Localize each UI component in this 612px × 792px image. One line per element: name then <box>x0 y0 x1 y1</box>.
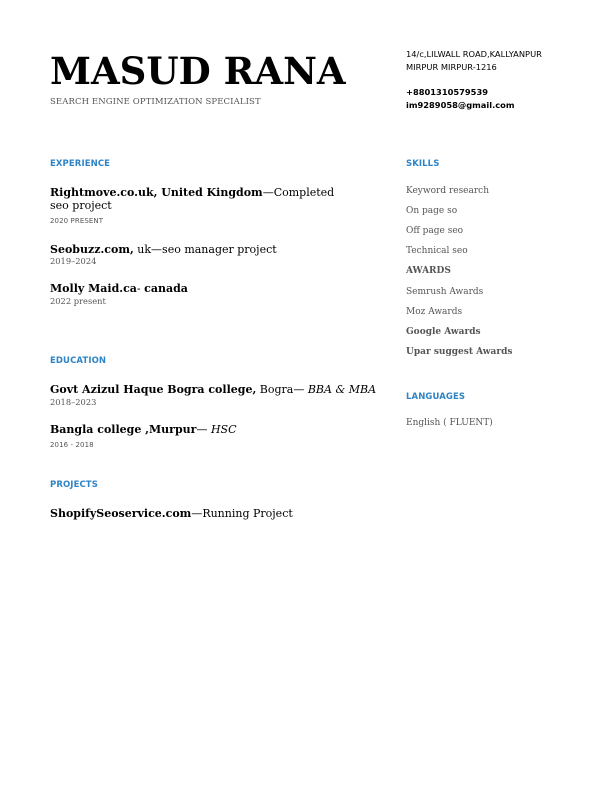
project-entry <box>50 507 350 520</box>
experience-entry <box>50 282 350 295</box>
experience-heading: EXPERIENCE <box>50 159 111 169</box>
experience-entry <box>50 243 350 256</box>
education-place: Bogra— <box>256 383 308 396</box>
education-entry <box>50 423 350 436</box>
project-desc: Running Project <box>202 507 293 520</box>
experience-date: 2019–2024 <box>50 256 97 266</box>
resume-subtitle: SEARCH ENGINE OPTIMIZATION SPECIALIST <box>50 97 261 107</box>
award-item: Upar suggest Awards <box>406 347 513 357</box>
separator: — <box>191 507 203 520</box>
separator: uk— <box>133 243 163 256</box>
resume-name: MASUD RANA <box>50 49 346 93</box>
education-degree: BBA & MBA <box>307 383 377 396</box>
education-org: Bangla college ,Murpur <box>50 423 197 436</box>
education-entry <box>50 383 377 396</box>
contact-email: im9289058@gmail.com <box>406 100 515 110</box>
experience-entry <box>50 186 350 212</box>
skill-item: On page so <box>406 206 458 216</box>
experience-org: Molly Maid.ca <box>50 282 137 295</box>
project-org: ShopifySeoservice.com <box>50 507 192 520</box>
experience-org: Seobuzz.com, <box>50 243 134 256</box>
contact-phone: +8801310579539 <box>406 87 489 97</box>
experience-role: seo manager project <box>162 243 277 256</box>
skill-item: Off page seo <box>406 226 464 236</box>
award-item: Google Awards <box>406 327 481 337</box>
separator: — <box>262 186 274 199</box>
education-date: 2016 - 2018 <box>50 441 94 449</box>
education-date: 2018–2023 <box>50 397 97 407</box>
contact-address: 14/c,LILWALL ROAD,KALLYANPUR MIRPUR MIRPUR-1216 <box>406 49 542 72</box>
education-org: Govt Azizul Haque Bogra college, <box>50 383 257 396</box>
experience-role: canada <box>144 282 188 295</box>
education-place: — <box>196 423 211 436</box>
award-item: Semrush Awards <box>406 287 484 297</box>
award-item: Moz Awards <box>406 307 463 317</box>
language-item: English ( FLUENT) <box>406 418 493 428</box>
experience-date: 2020 PRESENT <box>50 217 104 225</box>
experience-org: Rightmove.co.uk, United Kingdom <box>50 186 263 199</box>
skill-item: Technical seo <box>406 246 468 256</box>
education-degree: HSC <box>210 423 237 436</box>
education-heading: EDUCATION <box>50 356 107 366</box>
separator: - <box>136 282 145 295</box>
projects-heading: PROJECTS <box>50 480 98 490</box>
awards-heading: AWARDS <box>406 266 451 276</box>
experience-date: 2022 present <box>50 296 106 306</box>
experience-role: Completed seo project <box>50 186 335 212</box>
languages-heading: LANGUAGES <box>406 392 466 402</box>
skills-heading: SKILLS <box>406 159 440 169</box>
skill-item: Keyword research <box>406 186 490 196</box>
